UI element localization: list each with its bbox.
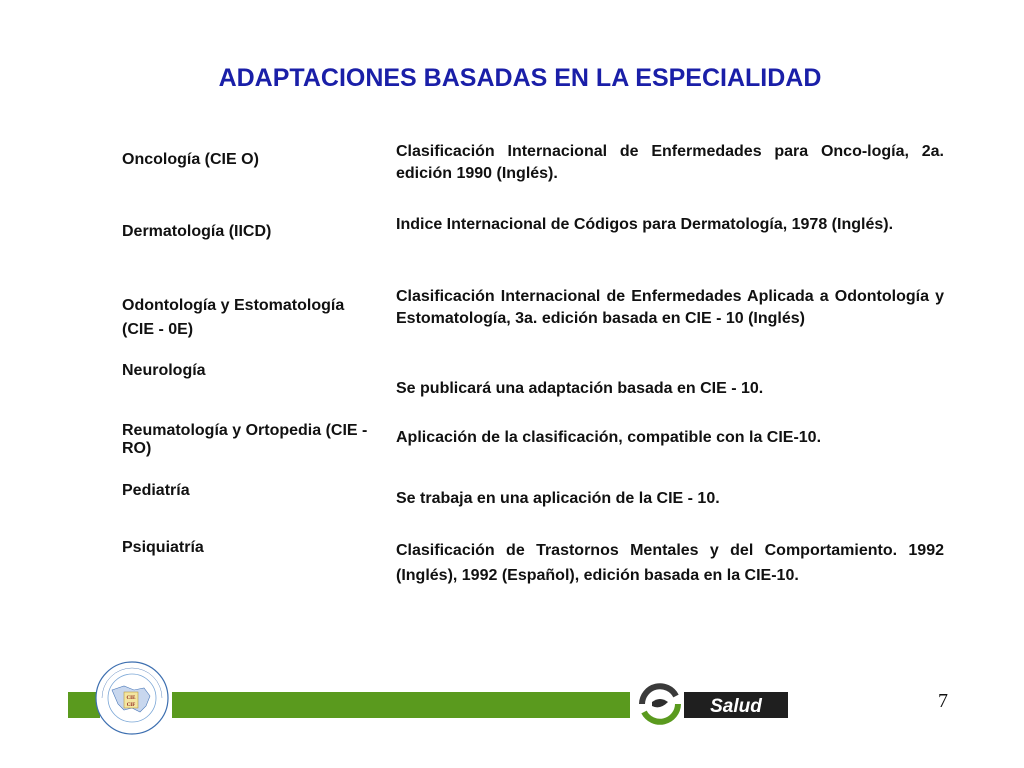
svg-text:CIE: CIE (126, 696, 136, 701)
specialty-description: Se publicará una adaptación basada en CIE - 10. (396, 380, 764, 397)
specialty-name: Psiquiatría (122, 539, 204, 556)
specialty-name: Odontología y Estomatología (CIE - 0E) (122, 297, 345, 338)
specialty-name: Pediatría (122, 482, 190, 499)
specialty-name: Oncología (CIE O) (122, 151, 259, 168)
svg-text:Salud: Salud (710, 696, 762, 717)
specialty-description: Clasificación Internacional de Enfermedades para Onco-logía, 2a. edición 1990 (Inglés). (396, 143, 944, 182)
specialty-name: Reumatología y Ortopedia (CIE - RO) (122, 422, 368, 457)
page-number: 7 (938, 690, 948, 712)
mexico-map-seal-icon (94, 660, 170, 736)
specialty-description: Se trabaja en una aplicación de la CIE - 10. (396, 490, 720, 507)
footer-bar (172, 692, 630, 718)
specialty-name: Dermatología (IICD) (122, 223, 272, 240)
page-title: ADAPTACIONES BASADAS EN LA ESPECIALIDAD (218, 64, 822, 92)
salud-swirl-icon (632, 682, 792, 726)
specialty-description: Indice Internacional de Códigos para Dermatología, 1978 (Inglés). (396, 216, 894, 233)
specialty-description: Aplicación de la clasificación, compatible con la CIE-10. (396, 429, 822, 446)
specialty-description: Clasificación Internacional de Enfermedades Aplicada a Odontología y Estomatología, 3a. edición basada en CIE - 10 (Inglés) (396, 288, 944, 327)
svg-text:CIF: CIF (126, 703, 136, 708)
specialty-name: Neurología (122, 362, 206, 379)
specialty-description: Clasificación de Trastornos Mentales y del Comportamiento. 1992 (Inglés), 1992 (Español), edición basada en la CIE-10. (396, 542, 944, 584)
